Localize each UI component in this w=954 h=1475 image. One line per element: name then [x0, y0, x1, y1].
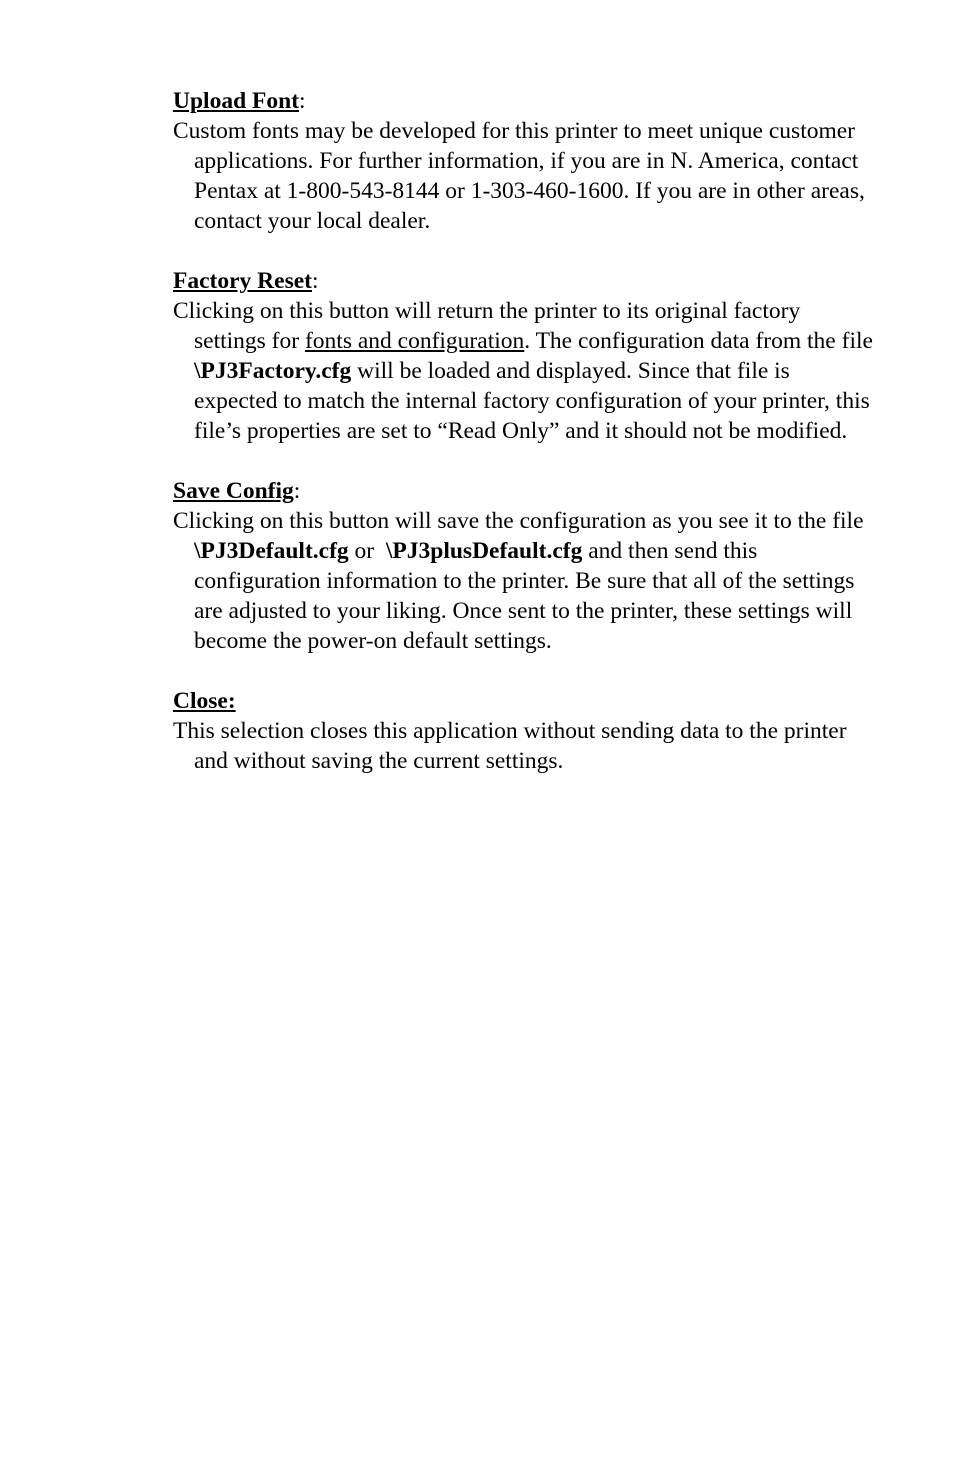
- heading-label: Close:: [173, 688, 236, 714]
- section-paragraph: Custom fonts may be developed for this printer to meet unique customer applications. For further information, if you are in N. America, contact Pentax at 1-800-543-8144 or 1-303-460-1600. If you are in other areas, contact your local dealer.: [173, 118, 865, 234]
- text-run: . The configuration data from the file: [524, 328, 873, 354]
- heading-colon: :: [311, 268, 319, 294]
- underlined-text: fonts and configuration: [304, 328, 525, 354]
- text-run: or: [348, 538, 386, 564]
- file-name: \PJ3Factory.cfg: [194, 358, 352, 384]
- section-heading: [173, 476, 873, 506]
- heading-label: Upload Font: [173, 88, 300, 114]
- section-paragraph: This selection closes this application without sending data to the printer and without saving the current settings.: [173, 718, 847, 774]
- text-run: Clicking on this button will return the printer to its original factory settings for: [173, 298, 801, 354]
- section-paragraph: [173, 296, 873, 446]
- section-paragraph: [173, 506, 873, 656]
- section-heading: [173, 266, 873, 296]
- text-run: Clicking on this button will save the configuration as you see it to the file: [173, 508, 864, 534]
- section-save-config: [173, 476, 873, 656]
- section-upload-font: [173, 86, 873, 236]
- text-run: and then send this configuration information to the printer. Be sure that all of the settings are adjusted to your liking. Once sent to the printer, these settings will become the power-on default settings.: [194, 538, 855, 654]
- section-heading: [173, 686, 873, 716]
- heading-colon: :: [299, 88, 306, 114]
- heading-label: Factory Reset: [173, 268, 312, 294]
- heading-colon: :: [293, 478, 301, 504]
- file-name: \PJ3Default.cfg: [194, 538, 349, 564]
- section-factory-reset: [173, 266, 873, 446]
- section-heading: [173, 86, 873, 116]
- section-close: [173, 686, 873, 776]
- document-page: [173, 86, 873, 806]
- file-name: \PJ3plusDefault.cfg: [385, 538, 583, 564]
- heading-label: Save Config: [173, 478, 294, 504]
- text-run: will be loaded and displayed. Since that file is expected to match the internal factory configuration of your printer, this file’s properties are set to “Read Only” and it should not be modified.: [194, 358, 870, 444]
